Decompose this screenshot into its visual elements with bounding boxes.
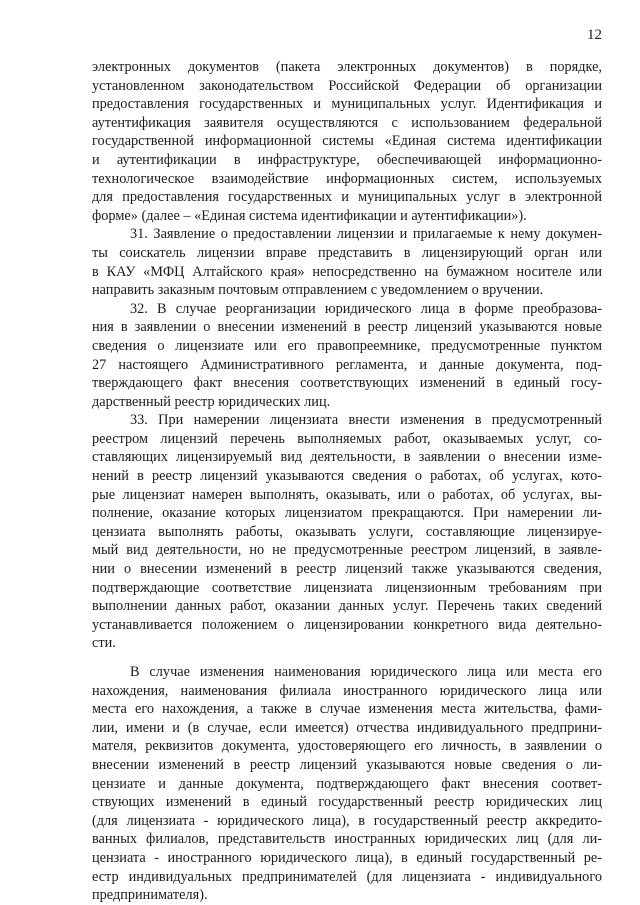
text-line: (для лицензиата - юридического лица), в государственный реестр аккредито- [92,812,602,829]
page-number: 12 [587,27,602,43]
text-line: мый вид деятельности, но не предусмотренные реестром лицензий, в заявле- [92,542,602,559]
text-line: устанавливается положением о лицензировании конкретного вида деятельно- [92,616,602,633]
text-line: тверждающего факт внесения соответствующих изменений в единый госу- [92,375,602,392]
text-line: места его нахождения, а также в случае изменения места жительства, фами- [92,701,602,718]
text-line: В случае изменения наименования юридического лица или места его [130,664,602,680]
text-line: ванных филиалов, представительств иностранных юридических лиц (для ли- [92,831,602,848]
text-line: в КАУ «МФЦ Алтайского края» непосредственно на бумажном носителе или [92,263,602,280]
text-line: лии, имени и (в случае, если имеется) отчества индивидуального предприни- [92,719,602,736]
text-line: нии о внесении изменений в реестр лицензий также указываются сведения, [92,561,602,578]
text-line: ния в заявлении о внесении изменений в реестр лицензий указываются новые [92,319,602,336]
text-line: цензиата выполнять работы, оказывать услуги, составляющие лицензируе- [92,523,602,540]
text-line: технологическое взаимодействие информационных систем, используемых [92,170,602,187]
text-line: цензиате и данные документа, подтверждающего факт внесения соответ- [92,775,602,792]
text-line: реестром лицензий перечень выполняемых работ, оказываемых услуг, со- [92,430,602,447]
text-line: нений в реестр лицензий указываются сведения о работах, об услугах, кото- [92,468,602,485]
text-line: электронных документов (пакета электронных документов) в порядке, [92,59,602,75]
text-line: полнение, оказание которых лицензиатом прекращаются. При намерении ли- [92,505,602,522]
text-line: подтверждающие соответствие лицензиата лицензионным требованиям при [92,579,602,596]
paragraph-p31 [92,225,602,299]
text-line: направить заказным почтовым отправлением с уведомлением о вручении. [92,282,544,299]
text-line: рые лицензиат намерен выполнять, оказывать, или о работах, об услугах, вы- [92,486,602,503]
paragraph-p0 [92,58,602,225]
text-line: ты соискатель лицензии вправе представить в лицензирующий орган или [92,244,602,261]
text-line: выполнении данных работ, оказании данных услуг. Перечень таких сведений [92,598,602,615]
text-line: установленном законодательством Российской Федерации об организации [92,77,602,94]
text-line: мателя, реквизитов документа, удостоверяющего его личность, в заявлении о [92,738,602,755]
text-line: 31. Заявление о предоставлении лицензии и прилагаемые к нему докумен- [130,226,602,243]
text-line: форме» (далее – «Единая система идентификации и аутентификации»). [92,207,527,224]
text-line: и аутентификации в инфраструктуре, обеспечивающей информационно- [92,151,602,168]
text-line: 33. При намерении лицензиата внести изменения в предусмотренный [130,412,602,429]
paragraph-p34 [92,663,602,905]
paragraph-p33 [92,411,602,653]
text-line: 32. В случае реорганизации юридического лица в форме преобразова- [130,300,602,317]
text-line: 27 настоящего Административного регламента, и данные документа, под- [92,356,602,373]
text-line: для предоставления государственных и муниципальных услуг в электронной [92,189,602,206]
document-body [92,58,602,905]
text-line: предоставления государственных и муниципальных услуг. Идентификация и [92,96,602,113]
text-line: предпринимателя). [92,887,208,904]
text-line: сведения о лицензиате или его правопреемнике, предусмотренные пунктом [92,337,602,354]
text-line: естр индивидуальных предпринимателей (для лицензиата - индивидуального [92,868,602,885]
text-line: ставляющих лицензируемый вид деятельности, в заявлении о внесении изме- [92,449,602,466]
text-line: сти. [92,635,116,652]
text-line: дарственный реестр юридических лиц. [92,393,331,410]
text-line: нахождения, наименования филиала иностранного юридического лица или [92,682,602,699]
text-line: аутентификация заявителя осуществляются с использованием федеральной [92,114,602,131]
text-line: государственной информационной системы «Единая система идентификации [92,133,602,150]
text-line: ствующих изменений в единый государственный реестр юридических лиц [92,794,602,811]
text-line: внесении изменений в реестр лицензий указываются новые сведения о ли- [92,756,602,773]
paragraph-p32 [92,300,602,412]
text-line: цензиата - иностранного юридического лица), в единый государственный ре- [92,849,602,866]
